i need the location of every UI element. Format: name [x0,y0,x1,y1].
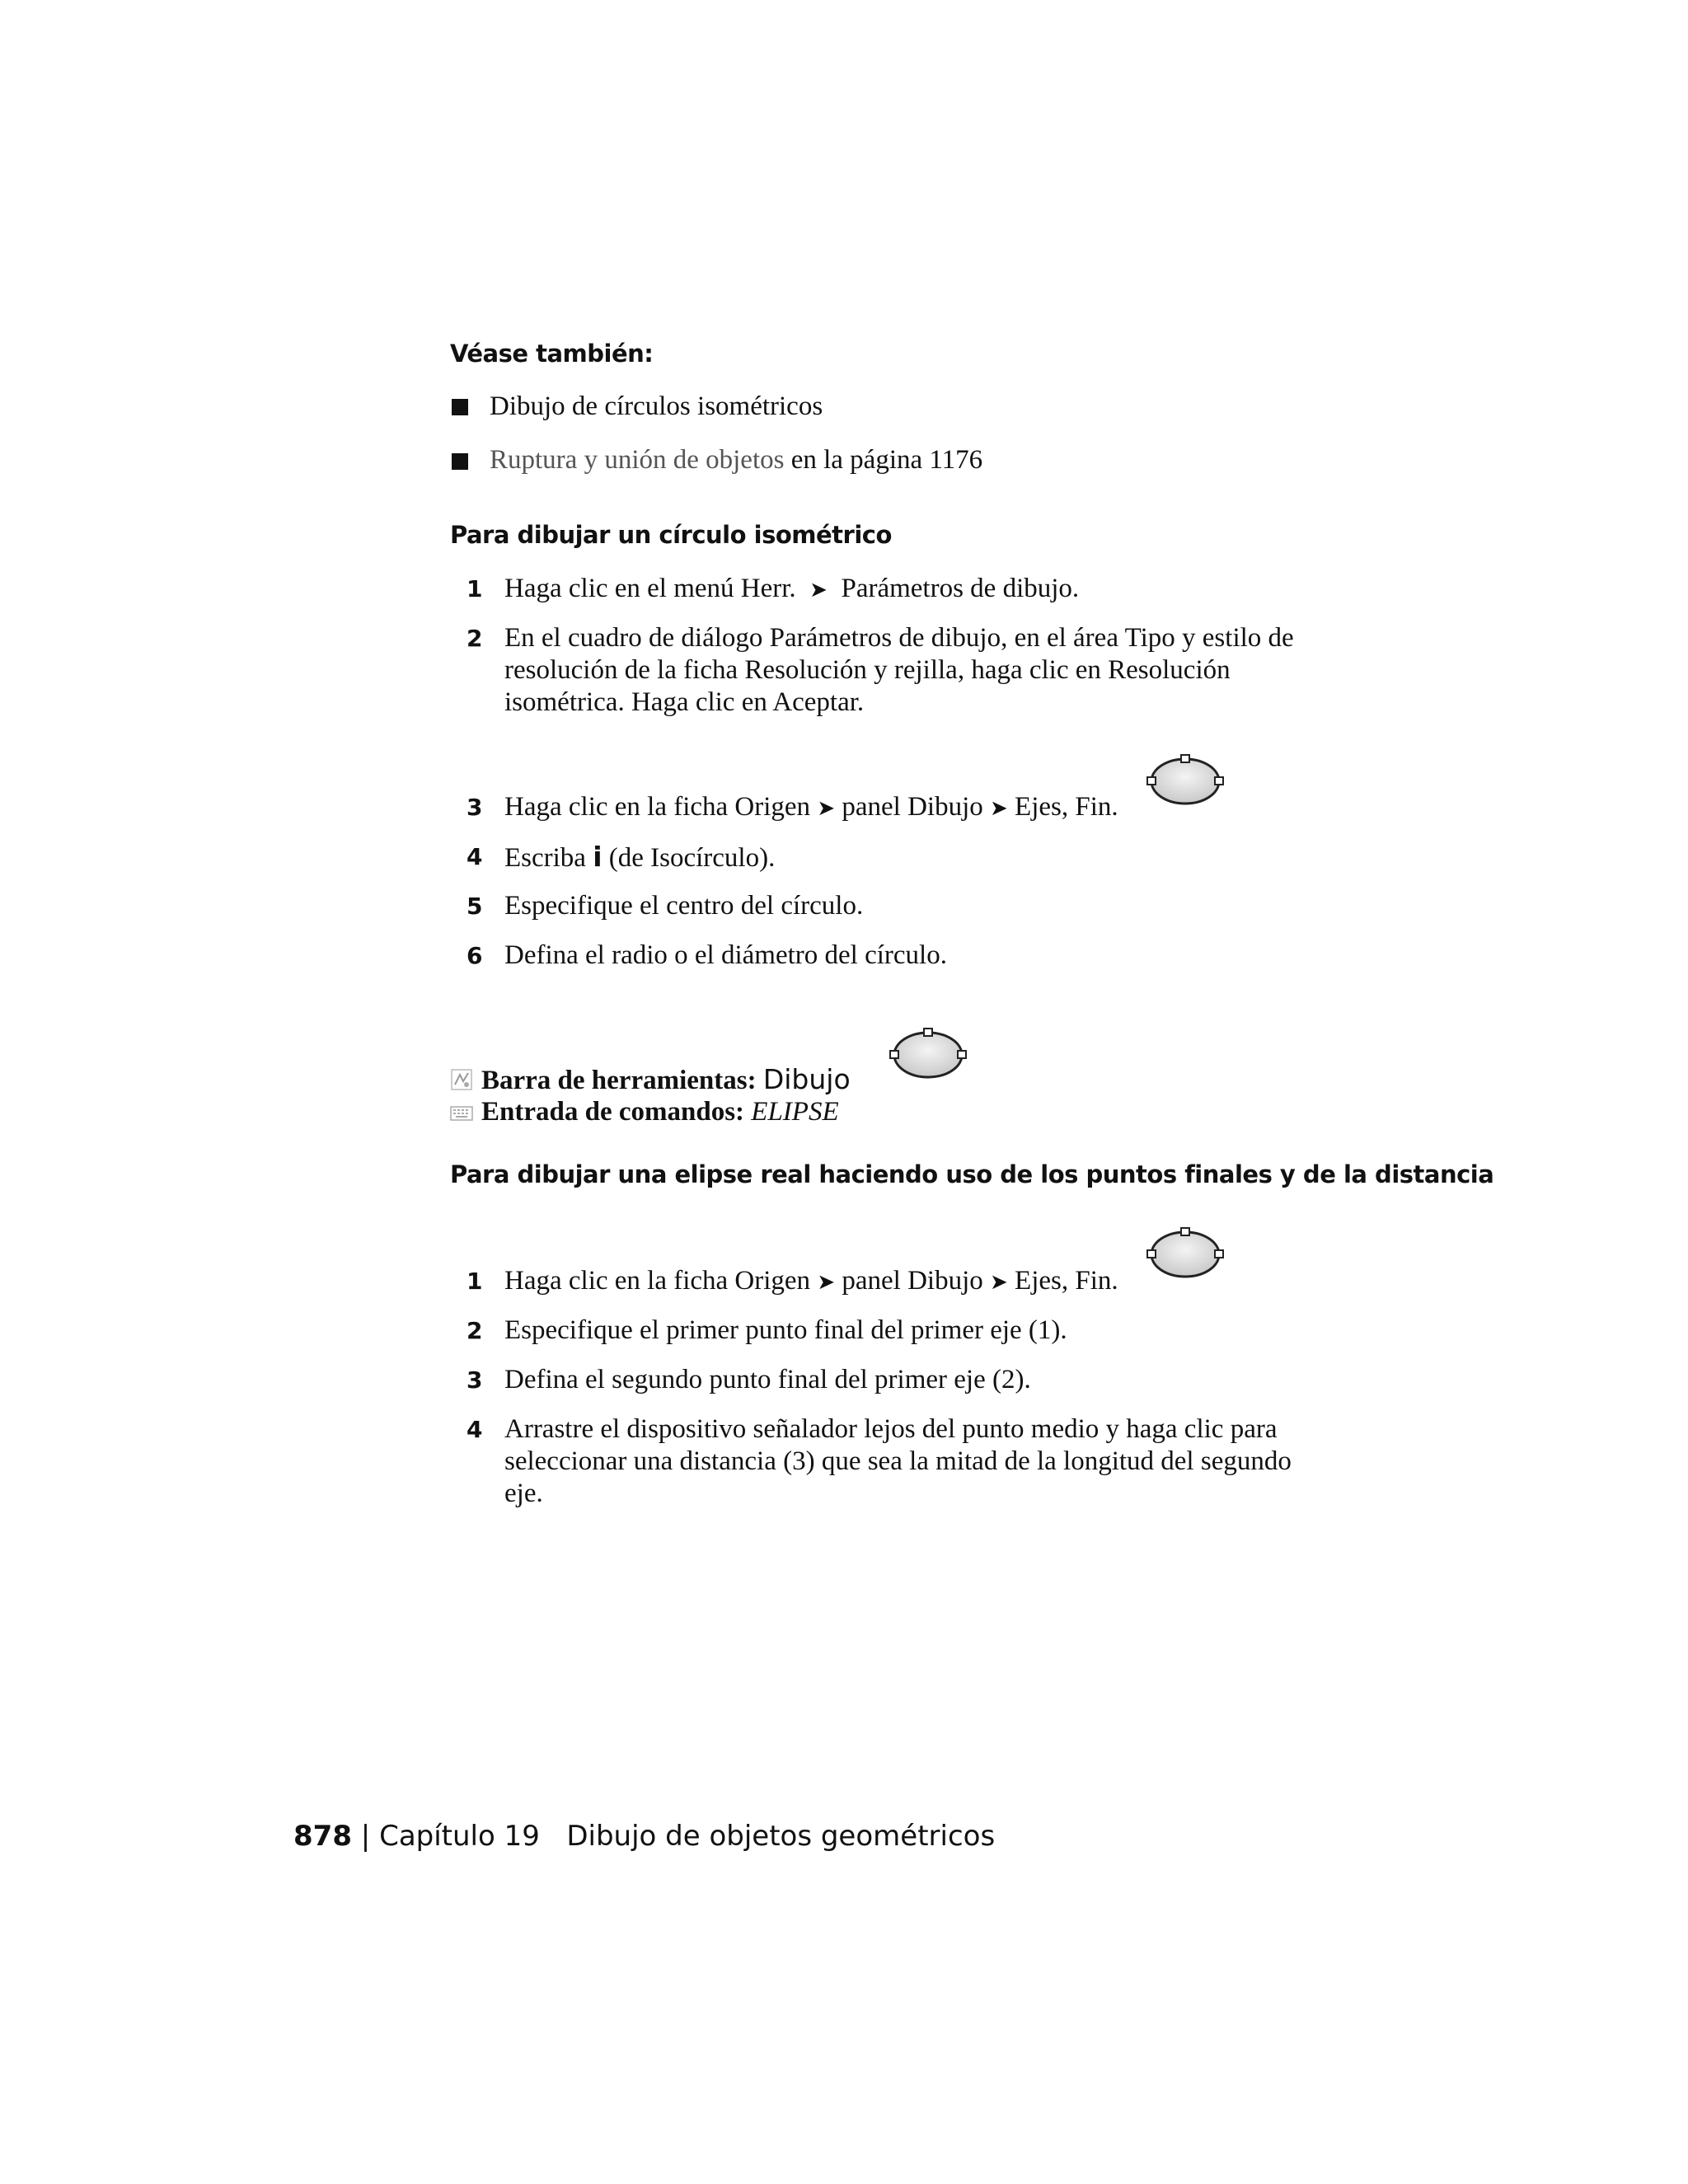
section-heading: Para dibujar un círculo isométrico [450,521,892,549]
bullet [452,453,468,470]
see-also-link-item [490,444,982,476]
chapter-label: Capítulo 19 [379,1820,540,1853]
step-number: 6 [467,942,483,969]
step-text: Arrastre el dispositivo señalador lejos del punto medio y haga clic para seleccionar una distancia (3) que sea la mitad de la longitud del segundo eje. [504,1414,1292,1508]
command-option: i [593,841,603,873]
section-heading: Para dibujar una elipse real haciendo uso de los puntos finales y de la distancia [450,1160,1494,1188]
keyboard-icon [450,1104,473,1122]
step-number: 3 [467,794,483,821]
menu-arrow-icon: ➤ [817,1270,836,1295]
step-number: 4 [467,843,483,870]
ellipse-axis-end-icon[interactable] [1146,1225,1225,1281]
step-text: Defina el radio o el diámetro del círculo. [504,940,947,970]
page-footer [293,1820,995,1853]
command-name: ELIPSE [751,1097,839,1127]
step-text: Haga clic en el menú Herr. ➤ Parámetros de dibujo. [504,574,1080,603]
step-text: En el cuadro de diálogo Parámetros de dibujo, en el área Tipo y estilo de resolución de la ficha Resolución y rejilla, haga clic en Resolución isométrica. Haga clic en Aceptar. [504,623,1294,717]
command-reference: Entrada de comandos: ELIPSE [481,1097,839,1127]
menu-arrow-icon: ➤ [817,796,836,821]
menu-arrow-icon: ➤ [990,1270,1008,1295]
step-text: Defina el segundo punto final del primer eje (2). [504,1365,1031,1394]
bullet [452,399,468,415]
page-reference: en la página 1176 [784,445,983,475]
menu-arrow-icon: ➤ [809,578,828,602]
step-text: Escriba i (de Isocírculo). [504,841,776,873]
step-number: 1 [467,1268,483,1295]
step-text: Especifique el primer punto final del primer eje (1). [504,1315,1067,1345]
footer-separator: | [360,1820,371,1853]
toolbar-icon [450,1068,473,1091]
step-text: Haga clic en la ficha Origen ➤ panel Dibujo ➤ Ejes, Fin. [504,1266,1118,1296]
ellipse-axis-end-icon[interactable] [889,1025,968,1081]
toolbar-name: Dibujo [762,1063,851,1095]
step-number: 5 [467,893,483,920]
step-number: 2 [467,625,483,652]
page-number: 878 [293,1820,352,1853]
step-number: 2 [467,1317,483,1344]
chapter-title: Dibujo de objetos geométricos [566,1820,996,1853]
step-number: 1 [467,575,483,602]
menu-arrow-icon: ➤ [990,796,1008,821]
cross-reference-link[interactable]: Ruptura y unión de objetos [490,445,785,475]
step-text: Especifique el centro del círculo. [504,891,864,921]
toolbar-reference: Barra de herramientas: Dibujo [481,1063,851,1095]
step-number: 4 [467,1416,483,1443]
see-also-heading: Véase también: [450,340,654,368]
see-also-item: Dibujo de círculos isométricos [490,391,823,421]
step-text: Haga clic en la ficha Origen ➤ panel Dibujo ➤ Ejes, Fin. [504,792,1118,822]
ellipse-axis-end-icon[interactable] [1146,752,1225,808]
step-number: 3 [467,1366,483,1394]
